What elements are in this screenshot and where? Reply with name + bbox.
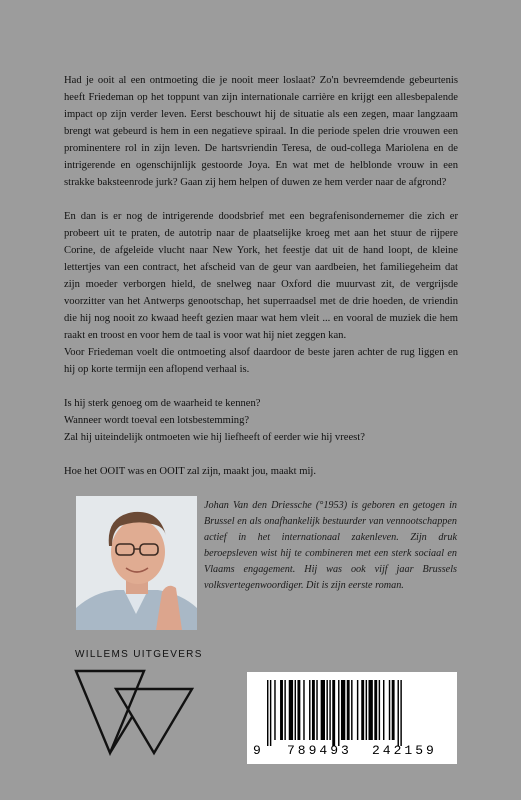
barcode-bar [321,680,325,740]
barcode-bar [267,680,268,746]
blurb-paragraph-2: En dan is er nog de intrigerende doodsbrief met een begrafenisondernemer die zich er probeert uit te praten, de autotrip naar de plaatselijke kroeg met aan het stuur de rijpere Corine, de afgeleide vlucht naar New York, het feestje dat uit de hand loopt, de kleine lettertjes van een contract, het afscheid van de geur van aardbeien, het familiegeheim dat zijn moeder verborgen hield, de snelweg naar Oxford die muurvast zit, de vergrijsde voorzitter van het Antwerps genootschap, het superraadsel met de drie hoeden, de vriendin die hij nog nooit zo kwaad heeft gezien maar wat hem vleit ... en vooral de muziek die hem raakt en troost en voor hem de taal is voor wat hij niet zeggen kan. [64,211,458,341]
barcode-bar [280,680,283,740]
barcode-bar [361,680,364,740]
barcode-bar [347,680,350,740]
barcode-bar [357,680,358,740]
publisher-logo-icon [74,665,196,757]
barcode-bar [312,680,315,740]
barcode-bar [389,680,390,740]
isbn-barcode [247,672,457,764]
barcode-bar [341,680,345,740]
barcode-lead-digit: 9 [253,743,261,758]
blurb-paragraph-3: Voor Friedeman voelt die ontmoeting alsof daardoor de beste jaren achter de rug liggen en hij op korte termijn een aflopend verhaal is. [64,347,458,375]
publisher-name: WILLEMS UITGEVERS [75,649,203,660]
barcode-bar [338,680,339,746]
barcode-bar [379,680,380,740]
barcode-bar [303,680,304,740]
barcode-bar [284,680,285,740]
barcode-group-1: 789493 [287,743,352,758]
barcode-bar [366,680,367,740]
barcode-bar [274,680,275,740]
barcode-bar [326,680,327,740]
barcode-bar [297,680,300,740]
author-bio-text: Johan Van den Driessche (°1953) is geboren en getogen in Brussel en als onafhankelijk bestuurder van vennootschappen actief in het internationaal zakenleven. Zijn druk beroepsleven wist hij te combineren met een sterk sociaal en Vlaams engagement. Hij was ook vijf jaar Brussels volksvertegenwoordiger. Dit is zijn eerste roman. [204,500,457,591]
barcode-bar [369,680,373,740]
blurb-closing: Hoe het OOIT was en OOIT zal zijn, maakt jou, maakt mij. [64,466,317,477]
barcode-bar [270,680,271,746]
barcode-digits [247,743,457,761]
barcode-group-2: 242159 [372,743,437,758]
barcode-bar [374,680,377,740]
barcode-bar [309,680,310,740]
blurb-question-2: Wanneer wordt toeval een lotsbestemming? [64,415,250,426]
author-photo [76,496,197,630]
barcode-bar [329,680,330,740]
barcode-bar [289,680,293,740]
barcode-bar [351,680,352,740]
barcode-bar [316,680,317,740]
back-cover-blurb [64,72,458,480]
barcode-bar [400,680,401,746]
blurb-question-3: Zal hij uiteindelijk ontmoeten wie hij liefheeft of eerder wie hij vreest? [64,432,365,443]
barcode-bar [392,680,395,740]
barcode-bar [332,680,335,746]
barcode-bar [398,680,399,746]
barcode-bar [383,680,384,740]
blurb-paragraph-1: Had je ooit al een ontmoeting die je nooit meer loslaat? Zo'n bevreemdende gebeurtenis heeft Friedeman op het toppunt van zijn internationale carrière en krijgt een allesbepalende impact op zijn verder leven. Eerst beschouwt hij de situatie als een zegen, maar langzaam brengt wat gebeurd is hem in een negatieve spiraal. In die periode spelen drie vrouwen een prominentere rol in zijn leven. De hartsvriendin Teresa, de oud-collega Mariolena en de intrigerende en ogenschijnlijk gestoorde Joya. En wat met de helblonde vrouw in een strakke baksteenrode jurk? Gaan zij hem helpen of duwen ze hem verder naar de afgrond? [64,75,458,188]
barcode-bar [295,680,296,740]
author-bio [204,498,457,594]
blurb-question-1: Is hij sterk genoeg om de waarheid te kennen? [64,398,261,409]
